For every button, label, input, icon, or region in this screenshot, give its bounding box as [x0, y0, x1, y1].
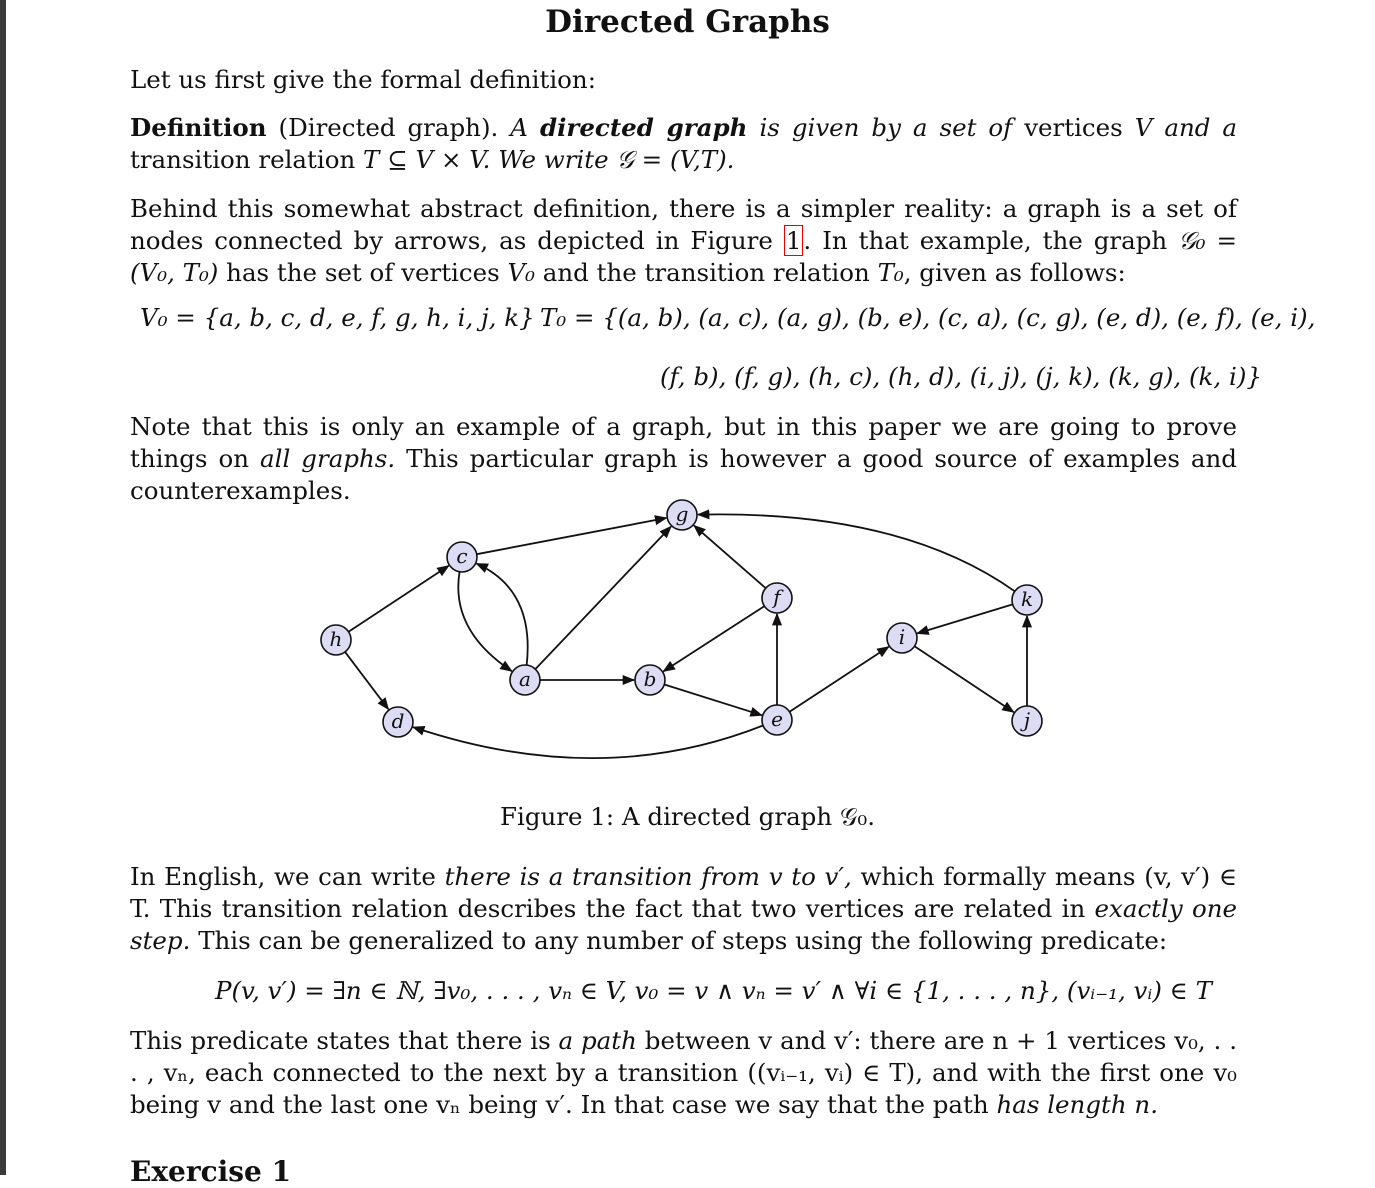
node-label-d: d [391, 709, 405, 733]
definition: Definition (Directed graph). A directed graph is given by a set of vertices V and a transition relation T ⊆ V × V. We write 𝒢 = (V,T). [130, 113, 1238, 174]
edge-a-to-c [477, 564, 528, 666]
node-d [383, 707, 413, 737]
paragraph-transition: In English, we can write there is a transition from v to v′, which formally means (v, v′) ∈ T. This transition relation describes the fact that two vertices are related in exactly one step. This can be generalized to any number of steps using the following predicate: [130, 862, 1237, 955]
definition-name: (Directed graph). [278, 113, 499, 142]
edge-c-to-g [477, 518, 667, 554]
edge-k-to-i [917, 604, 1012, 633]
edge-e-to-i [790, 647, 889, 712]
edge-k-to-g [698, 514, 1015, 591]
node-e [762, 705, 792, 735]
vertex-set-equation: V₀ = {a, b, c, d, e, f, g, h, i, j, k} [140, 303, 535, 332]
edge-h-to-c [349, 566, 449, 632]
node-label-i: i [898, 625, 906, 649]
node-label-k: k [1020, 587, 1034, 611]
node-a [510, 665, 540, 695]
path-predicate-equation: P(v, v′) = ∃n ∈ ℕ, ∃v₀, . . . , vₙ ∈ V, v₀ = v ∧ vₙ = v′ ∧ ∀i ∈ {1, . . . , n}, (vᵢ₋₁, vᵢ) ∈ T [215, 976, 1212, 1005]
paragraph-path: This predicate states that there is a path between v and v′: there are n + 1 vertices v₀, . . . , vₙ, each connected to the next by a transition ((vᵢ₋₁, vᵢ) ∈ T), and with the first one v₀ being v and the last one vₙ being v′. In that case we say that the path has length n. [130, 1026, 1237, 1119]
edge-c-to-a [458, 572, 511, 671]
edge-e-to-d [413, 726, 763, 759]
figure-caption: Figure 1: A directed graph 𝒢₀. [500, 802, 875, 831]
node-label-e: e [771, 707, 783, 731]
edge-i-to-j [914, 646, 1013, 712]
paragraph-graph-intro: Behind this somewhat abstract definition, there is a simpler reality: a graph is a set of nodes connected by arrows, as depicted in Figure 1. In that example, the graph 𝒢₀ = (V₀, T₀) has the set of vertices V₀ and the transition relation T₀, given as follows: [130, 194, 1237, 287]
graph-formula: 𝒢 = (V,T). [616, 145, 735, 174]
node-label-g: g [675, 502, 689, 526]
directed-graph-figure [300, 490, 1080, 780]
figure-reference-link[interactable]: 1 [785, 226, 802, 255]
paragraph-note: Note that this is only an example of a graph, but in this paper we are going to prove things on all graphs. This particular graph is however a good source of examples and counterexamples. [130, 412, 1237, 505]
node-f [762, 583, 792, 613]
exercise-heading: Exercise 1 [130, 1155, 292, 1188]
node-label-a: a [519, 667, 531, 691]
node-b [635, 665, 665, 695]
node-h [321, 625, 351, 655]
node-i [887, 623, 917, 653]
node-j [1012, 706, 1042, 736]
relation-formula: T ⊆ V × V. [363, 145, 491, 174]
node-k [1012, 585, 1042, 615]
node-g [667, 500, 697, 530]
transition-set-equation-line2: (f, b), (f, g), (h, c), (h, d), (i, j), (j, k), (k, g), (k, i)} [660, 362, 1262, 391]
viewer-left-edge [0, 0, 6, 1175]
node-c [447, 542, 477, 572]
node-label-b: b [643, 667, 657, 691]
node-label-j: j [1023, 708, 1031, 732]
node-label-f: f [773, 585, 781, 609]
edge-h-to-d [345, 652, 388, 709]
page-title: Directed Graphs [545, 4, 830, 40]
edge-b-to-e [664, 685, 761, 716]
node-label-h: h [329, 627, 343, 651]
intro-text: Let us first give the formal definition: [130, 65, 596, 94]
edge-f-to-b [663, 606, 764, 671]
definition-label: Definition [130, 113, 267, 142]
transition-set-equation-line1: T₀ = {(a, b), (a, c), (a, g), (b, e), (c, a), (c, g), (e, d), (e, f), (e, i), [540, 303, 1316, 332]
node-label-c: c [456, 544, 468, 568]
definition-term: directed graph [539, 113, 748, 142]
edge-a-to-g [535, 527, 671, 670]
edge-f-to-g [694, 526, 766, 589]
